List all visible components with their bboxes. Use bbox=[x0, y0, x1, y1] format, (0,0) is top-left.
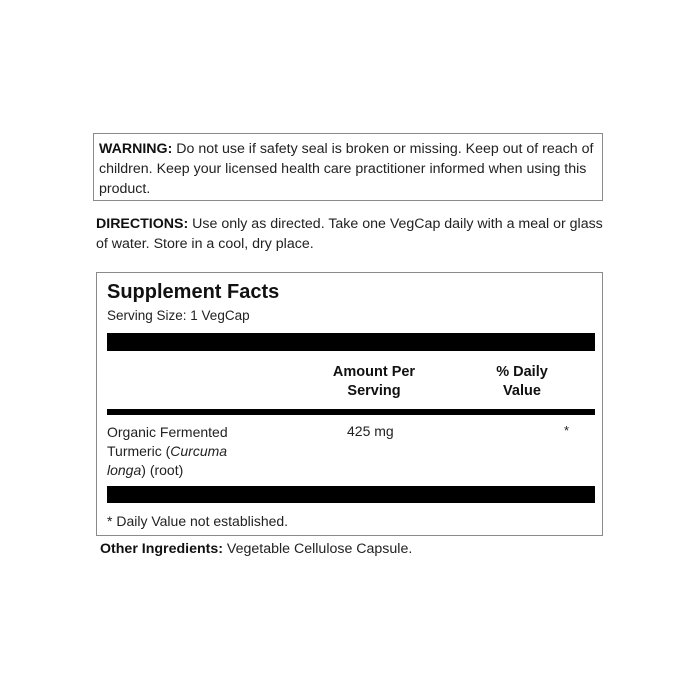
dv-header-line1: % Daily bbox=[496, 364, 548, 380]
ingredient-name bbox=[107, 423, 277, 480]
directions-label: DIRECTIONS: bbox=[96, 216, 189, 232]
bottom-divider-bar bbox=[107, 486, 595, 503]
warning-text: Do not use if safety seal is broken or missing. Keep out of reach of children. Keep your licensed health care practitioner informed when using this product. bbox=[99, 141, 594, 197]
supplement-facts-title: Supplement Facts bbox=[107, 281, 280, 303]
directions-text-block bbox=[96, 214, 606, 254]
other-ingredients-text: Vegetable Cellulose Capsule. bbox=[222, 541, 413, 557]
warning-label: WARNING: bbox=[99, 141, 173, 157]
ingredient-name-italic1: Curcuma bbox=[170, 443, 228, 459]
top-divider-bar bbox=[107, 333, 595, 351]
ingredient-name-italic2: longa bbox=[107, 462, 142, 478]
ingredient-amount: 425 mg bbox=[347, 423, 394, 439]
warning-box bbox=[93, 133, 603, 201]
daily-value-header bbox=[477, 363, 567, 401]
daily-value-footnote: * Daily Value not established. bbox=[107, 513, 289, 529]
amount-header-line2: Serving bbox=[347, 383, 401, 399]
serving-size: Serving Size: 1 VegCap bbox=[107, 308, 250, 323]
amount-per-serving-header bbox=[309, 363, 439, 401]
dv-header-line2: Value bbox=[503, 383, 541, 399]
header-divider-bar bbox=[107, 409, 595, 415]
amount-header-line1: Amount Per bbox=[332, 364, 416, 380]
supplement-facts-panel bbox=[96, 272, 603, 536]
ingredient-name-part2: ) (root) bbox=[141, 462, 184, 478]
other-ingredients bbox=[100, 541, 412, 557]
other-ingredients-label: Other Ingredients: bbox=[100, 541, 223, 557]
ingredient-name-part1: Organic Fermented Turmeric ( bbox=[107, 424, 228, 459]
ingredient-daily-value: * bbox=[564, 423, 570, 438]
directions-text: Use only as directed. Take one VegCap daily with a meal or glass of water. Store in a cool, dry place. bbox=[96, 216, 603, 252]
